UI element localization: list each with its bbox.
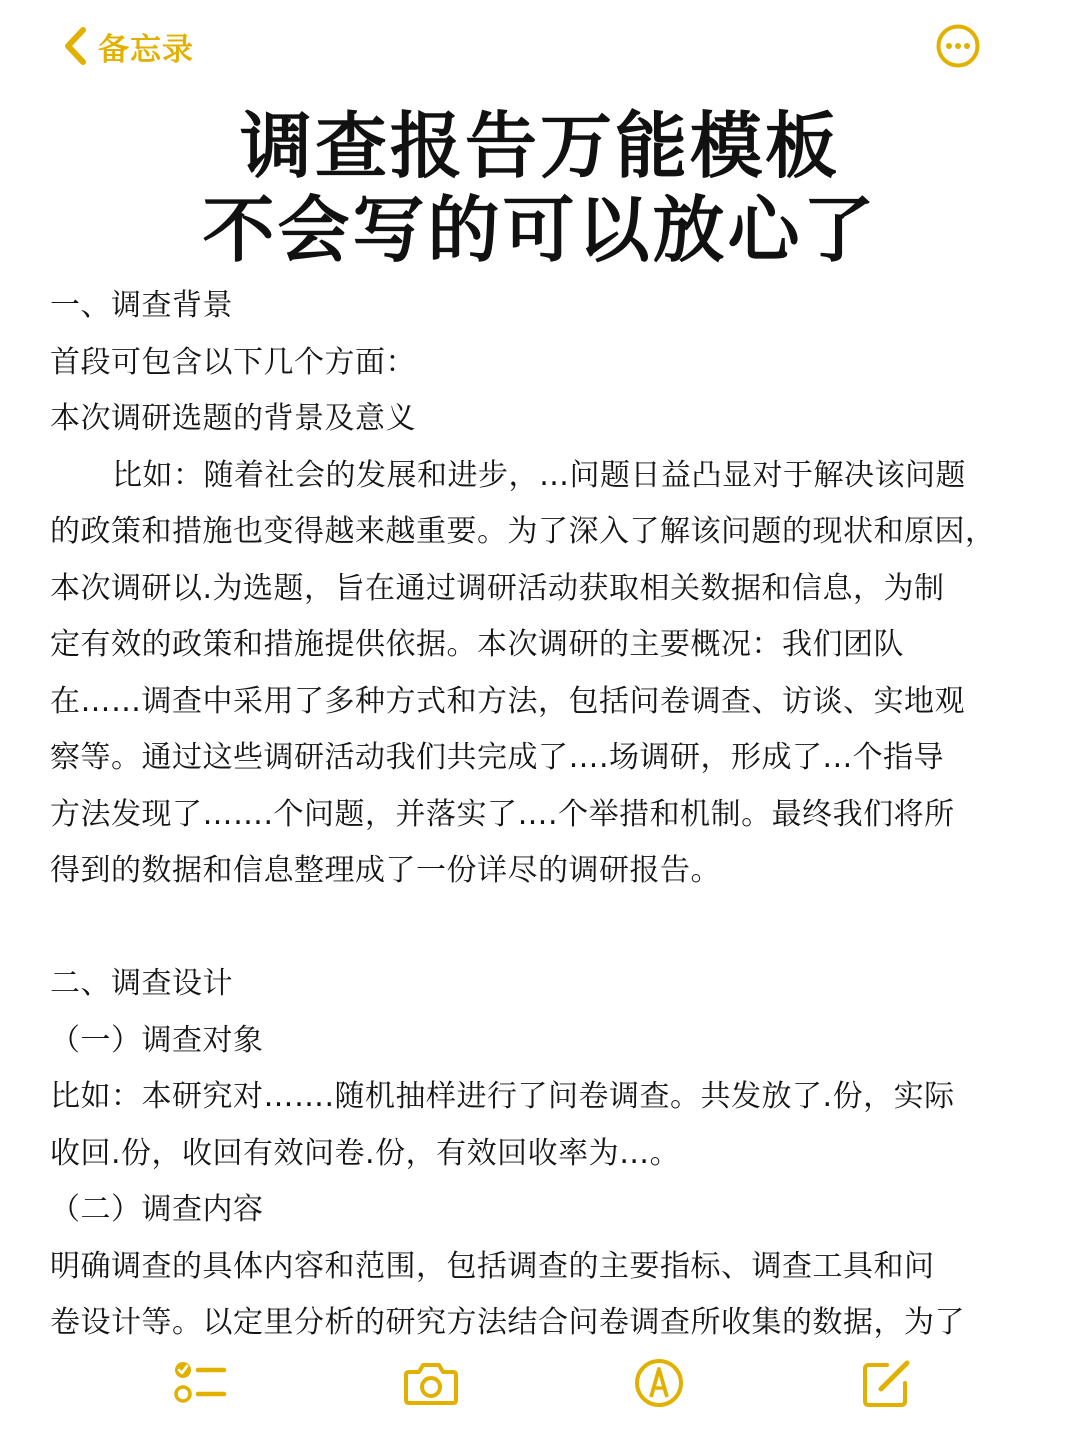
subsection-heading: （一）调查对象 [50, 1022, 264, 1058]
text-line: 比如：本研究对…….随机抽样进行了问卷调查。共发放了.份，实际 [50, 1079, 955, 1114]
blank-line [50, 900, 1035, 957]
bottom-toolbar [0, 1345, 1080, 1425]
compose-button[interactable] [857, 1353, 917, 1413]
title-line-2: 不会写的可以放心了 [202, 187, 878, 272]
text-line: 收回.份，收回有效问卷.份，有效回收率为…。 [50, 1135, 681, 1171]
title-line-1: 调查报告万能模板 [239, 103, 840, 188]
text-line: 卷设计等。以定里分析的研究方法结合问卷调查所收集的数据，为了 [50, 1305, 965, 1338]
markup-button[interactable] [629, 1353, 689, 1413]
subsection-heading: （二）调查内容 [50, 1192, 264, 1227]
text-line: 定有效的政策和措施提供依据。本次调研的主要概况：我们团队 [50, 627, 904, 662]
back-label: 备忘录 [98, 31, 194, 68]
text-line: 的政策和措施也变得越来越重要。为了深入了解该问题的现状和原因， [50, 514, 996, 549]
text-line: 首段可包含以下几个方面： [50, 344, 416, 380]
text-line: 本次调研选题的背景及意义 [50, 401, 416, 436]
more-icon [935, 23, 981, 69]
text-line: 方法发现了…….个问题，并落实了….个举措和机制。最终我们将所 [50, 796, 955, 832]
section-heading: 二、调查设计 [50, 966, 233, 1001]
camera-icon [401, 1353, 461, 1413]
note-title[interactable] [0, 104, 1080, 272]
camera-button[interactable] [401, 1353, 461, 1413]
note-body[interactable] [50, 278, 1035, 1338]
nav-bar [0, 0, 1080, 92]
compose-icon [857, 1353, 917, 1413]
markup-icon [629, 1353, 689, 1413]
section-heading: 一、调查背景 [50, 288, 233, 323]
text-line: 得到的数据和信息整理成了一份详尽的调研报告。 [50, 853, 721, 888]
more-options-button[interactable] [935, 23, 981, 69]
checklist-button[interactable] [170, 1353, 230, 1413]
text-line: 明确调查的具体内容和范围，包括调查的主要指标、调查工具和问 [50, 1248, 935, 1284]
text-line: 本次调研以.为选题，旨在通过调研活动获取相关数据和信息，为制 [50, 570, 945, 606]
text-line: 察等。通过这些调研活动我们共完成了….场调研，形成了...个指导 [50, 740, 945, 775]
checklist-icon [170, 1353, 230, 1413]
back-button[interactable] [62, 22, 194, 70]
chevron-left-icon [62, 26, 88, 66]
text-line: 在……调查中采用了多种方式和方法，包括问卷调查、访谈、实地观 [50, 683, 965, 719]
text-line: 比如：随着社会的发展和进步，…问题日益凸显对于解决该问题 [112, 457, 966, 493]
